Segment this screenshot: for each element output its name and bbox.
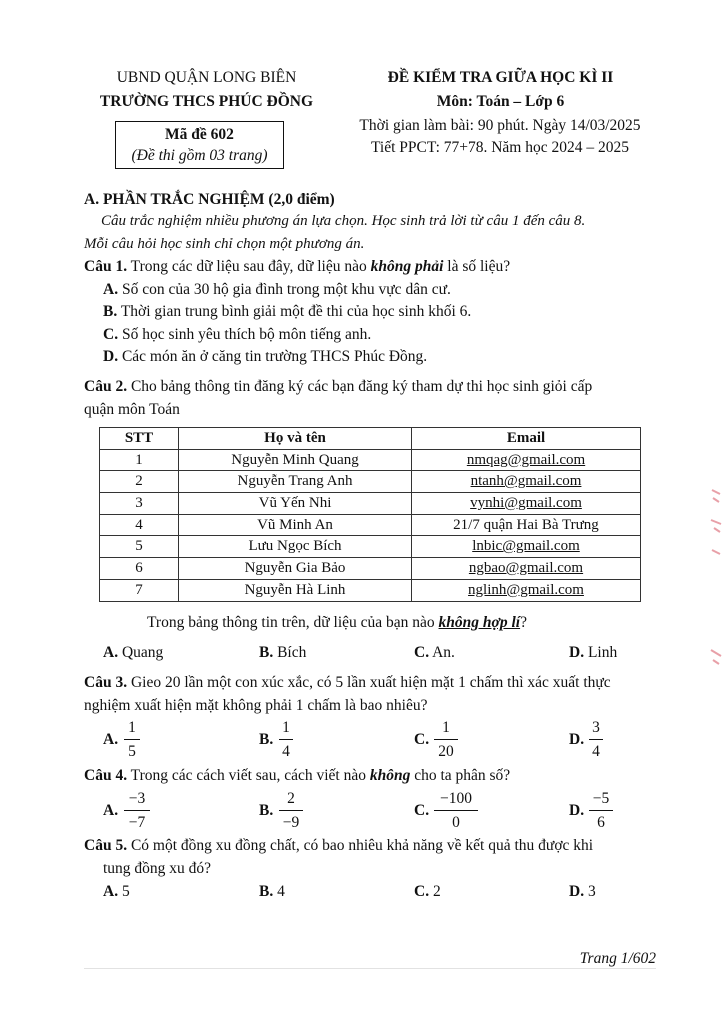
- q5-option-d: D. 3: [569, 883, 596, 900]
- q3-option-d-letter: D.: [569, 731, 585, 748]
- q3-option-a-letter: A.: [103, 731, 119, 748]
- q3-option-a-fraction: 1 5: [124, 718, 140, 761]
- table-row: 5 Lưu Ngọc Bích lnbic@gmail.com: [100, 536, 641, 558]
- q1-option-b: B. Thời gian trung bình giải một đề thi của học sinh khối 6.: [103, 303, 472, 320]
- edge-stamp-mark: [708, 480, 724, 670]
- q5-option-b: B. 4: [259, 883, 285, 900]
- q1-option-c: C. Số học sinh yêu thích bộ môn tiếng anh.: [103, 326, 372, 343]
- question-2-line-2: quận môn Toán: [84, 401, 180, 418]
- question-5: Câu 5. Có một đồng xu đồng chất, có bao nhiêu khả năng về kết quả thu được khi: [84, 837, 594, 854]
- question-3-line-2: nghiệm xuất hiện mặt không phải 1 chấm là bao nhiêu?: [84, 697, 428, 714]
- email-link: ngbao@gmail.com: [468, 559, 584, 576]
- q2-option-a: A. Quang: [103, 644, 164, 661]
- section-a-instruction-1: Câu trắc nghiệm nhiều phương án lựa chọn. Học sinh trả lời từ câu 1 đến câu 8.: [101, 213, 586, 229]
- stamp-mark: [711, 650, 721, 664]
- q4-option-a-fraction: −3 −7: [124, 789, 150, 832]
- email-link: nglinh@gmail.com: [468, 581, 584, 598]
- q5-option-a: A. 5: [103, 883, 130, 900]
- q4-option-d-fraction: −5 6: [589, 789, 613, 832]
- q4-option-d-letter: D.: [569, 802, 585, 819]
- q1-option-d: D. Các món ăn ở căng tin trường THCS Phúc Đồng.: [103, 348, 428, 365]
- email-link: vynhi@gmail.com: [470, 494, 582, 511]
- email-link: nmqag@gmail.com: [466, 451, 586, 468]
- q4-option-c-fraction: −100 0: [434, 789, 478, 832]
- stamp-strokes: [711, 490, 721, 664]
- table-row: 1 Nguyễn Minh Quang nmqag@gmail.com: [100, 449, 641, 471]
- exam-code: Mã đề 602: [165, 126, 234, 143]
- table-row: 7 Nguyễn Hà Linh nglinh@gmail.com: [100, 579, 641, 601]
- stamp-mark: [712, 490, 720, 502]
- q5-option-c: C. 2: [414, 883, 441, 900]
- question-2-prompt: Trong bảng thông tin trên, dữ liệu của bạn nào không hợp lí?: [147, 614, 527, 631]
- table-row: 3 Vũ Yến Nhi vynhi@gmail.com: [100, 493, 641, 515]
- q4-option-b-letter: B.: [259, 802, 274, 819]
- table-row: 4 Vũ Minh An 21/7 quận Hai Bà Trưng: [100, 514, 641, 536]
- page-number: Trang 1/602: [579, 950, 656, 967]
- district-name: UBND QUẬN LONG BIÊN: [116, 69, 297, 86]
- question-1: Câu 1. Trong các dữ liệu sau đây, dữ liệu nào không phải là số liệu?: [84, 258, 511, 275]
- email-link: lnbic@gmail.com: [472, 538, 580, 555]
- question-label: Câu 2.: [84, 378, 128, 395]
- q3-option-b-letter: B.: [259, 731, 274, 748]
- q3-option-c-fraction: 1 20: [434, 718, 458, 761]
- question-label: Câu 4.: [84, 767, 128, 784]
- section-a-title: A. PHẦN TRẮC NGHIỆM (2,0 điểm): [84, 191, 335, 208]
- table-row: 2 Nguyễn Trang Anh ntanh@gmail.com: [100, 471, 641, 493]
- q2-option-c: C. An.: [414, 644, 455, 661]
- q3-option-d-fraction: 3 4: [589, 718, 603, 761]
- q4-option-c-letter: C.: [414, 802, 430, 819]
- q3-option-c-letter: C.: [414, 731, 430, 748]
- question-4: Câu 4. Trong các cách viết sau, cách viết nào không cho ta phân số?: [84, 767, 511, 784]
- q4-option-b-fraction: 2 −9: [279, 789, 303, 832]
- q2-option-d: D. Linh: [569, 644, 618, 661]
- email-link: ntanh@gmail.com: [470, 473, 582, 490]
- ppct-line: Tiết PPCT: 77+78. Năm học 2024 – 2025: [371, 139, 629, 156]
- table-header-row: [100, 428, 641, 450]
- table-row: 6 Nguyễn Gia Bảo ngbao@gmail.com: [100, 558, 641, 580]
- q4-option-a-letter: A.: [103, 802, 119, 819]
- section-a-instruction-2: Mỗi câu hỏi học sinh chỉ chọn một phương án.: [84, 236, 365, 252]
- emphasis: không hợp lí: [438, 614, 521, 631]
- question-5-line-2: tung đồng xu đó?: [103, 860, 212, 877]
- exam-code-box: [115, 121, 284, 169]
- emphasis: không phải: [370, 258, 444, 275]
- exam-title: ĐỀ KIỂM TRA GIỮA HỌC KÌ II: [387, 69, 614, 86]
- stamp-mark: [711, 520, 721, 532]
- q3-option-b-fraction: 1 4: [279, 718, 293, 761]
- header-stt: STT: [100, 428, 179, 450]
- page-count-note: (Đề thi gồm 03 trang): [131, 147, 268, 164]
- question-3: Câu 3. Gieo 20 lần một con xúc xắc, có 5 lần xuất hiện mặt 1 chấm thì xác xuất thực: [84, 674, 611, 691]
- q2-option-b: B. Bích: [259, 644, 307, 661]
- time-line: Thời gian làm bài: 90 phút. Ngày 14/03/2025: [359, 117, 641, 134]
- q1-option-a: A. Số con của 30 hộ gia đình trong một khu vực dân cư.: [103, 281, 451, 298]
- header-name: Họ và tên: [179, 428, 412, 450]
- header-email: Email: [412, 428, 641, 450]
- question-2: Câu 2. Cho bảng thông tin đăng ký các bạn đăng ký tham dự thi học sinh giỏi cấp: [84, 378, 593, 395]
- registration-table: [99, 427, 641, 602]
- school-name: TRƯỜNG THCS PHÚC ĐỒNG: [99, 93, 314, 110]
- stamp-mark: [712, 550, 720, 554]
- emphasis: không: [369, 767, 411, 784]
- question-label: Câu 5.: [84, 837, 128, 854]
- subject-line: Môn: Toán – Lớp 6: [436, 93, 565, 110]
- question-label: Câu 1.: [84, 258, 128, 275]
- address-cell: 21/7 quận Hai Bà Trưng: [412, 514, 641, 536]
- question-label: Câu 3.: [84, 674, 128, 691]
- footer-divider: [84, 968, 656, 969]
